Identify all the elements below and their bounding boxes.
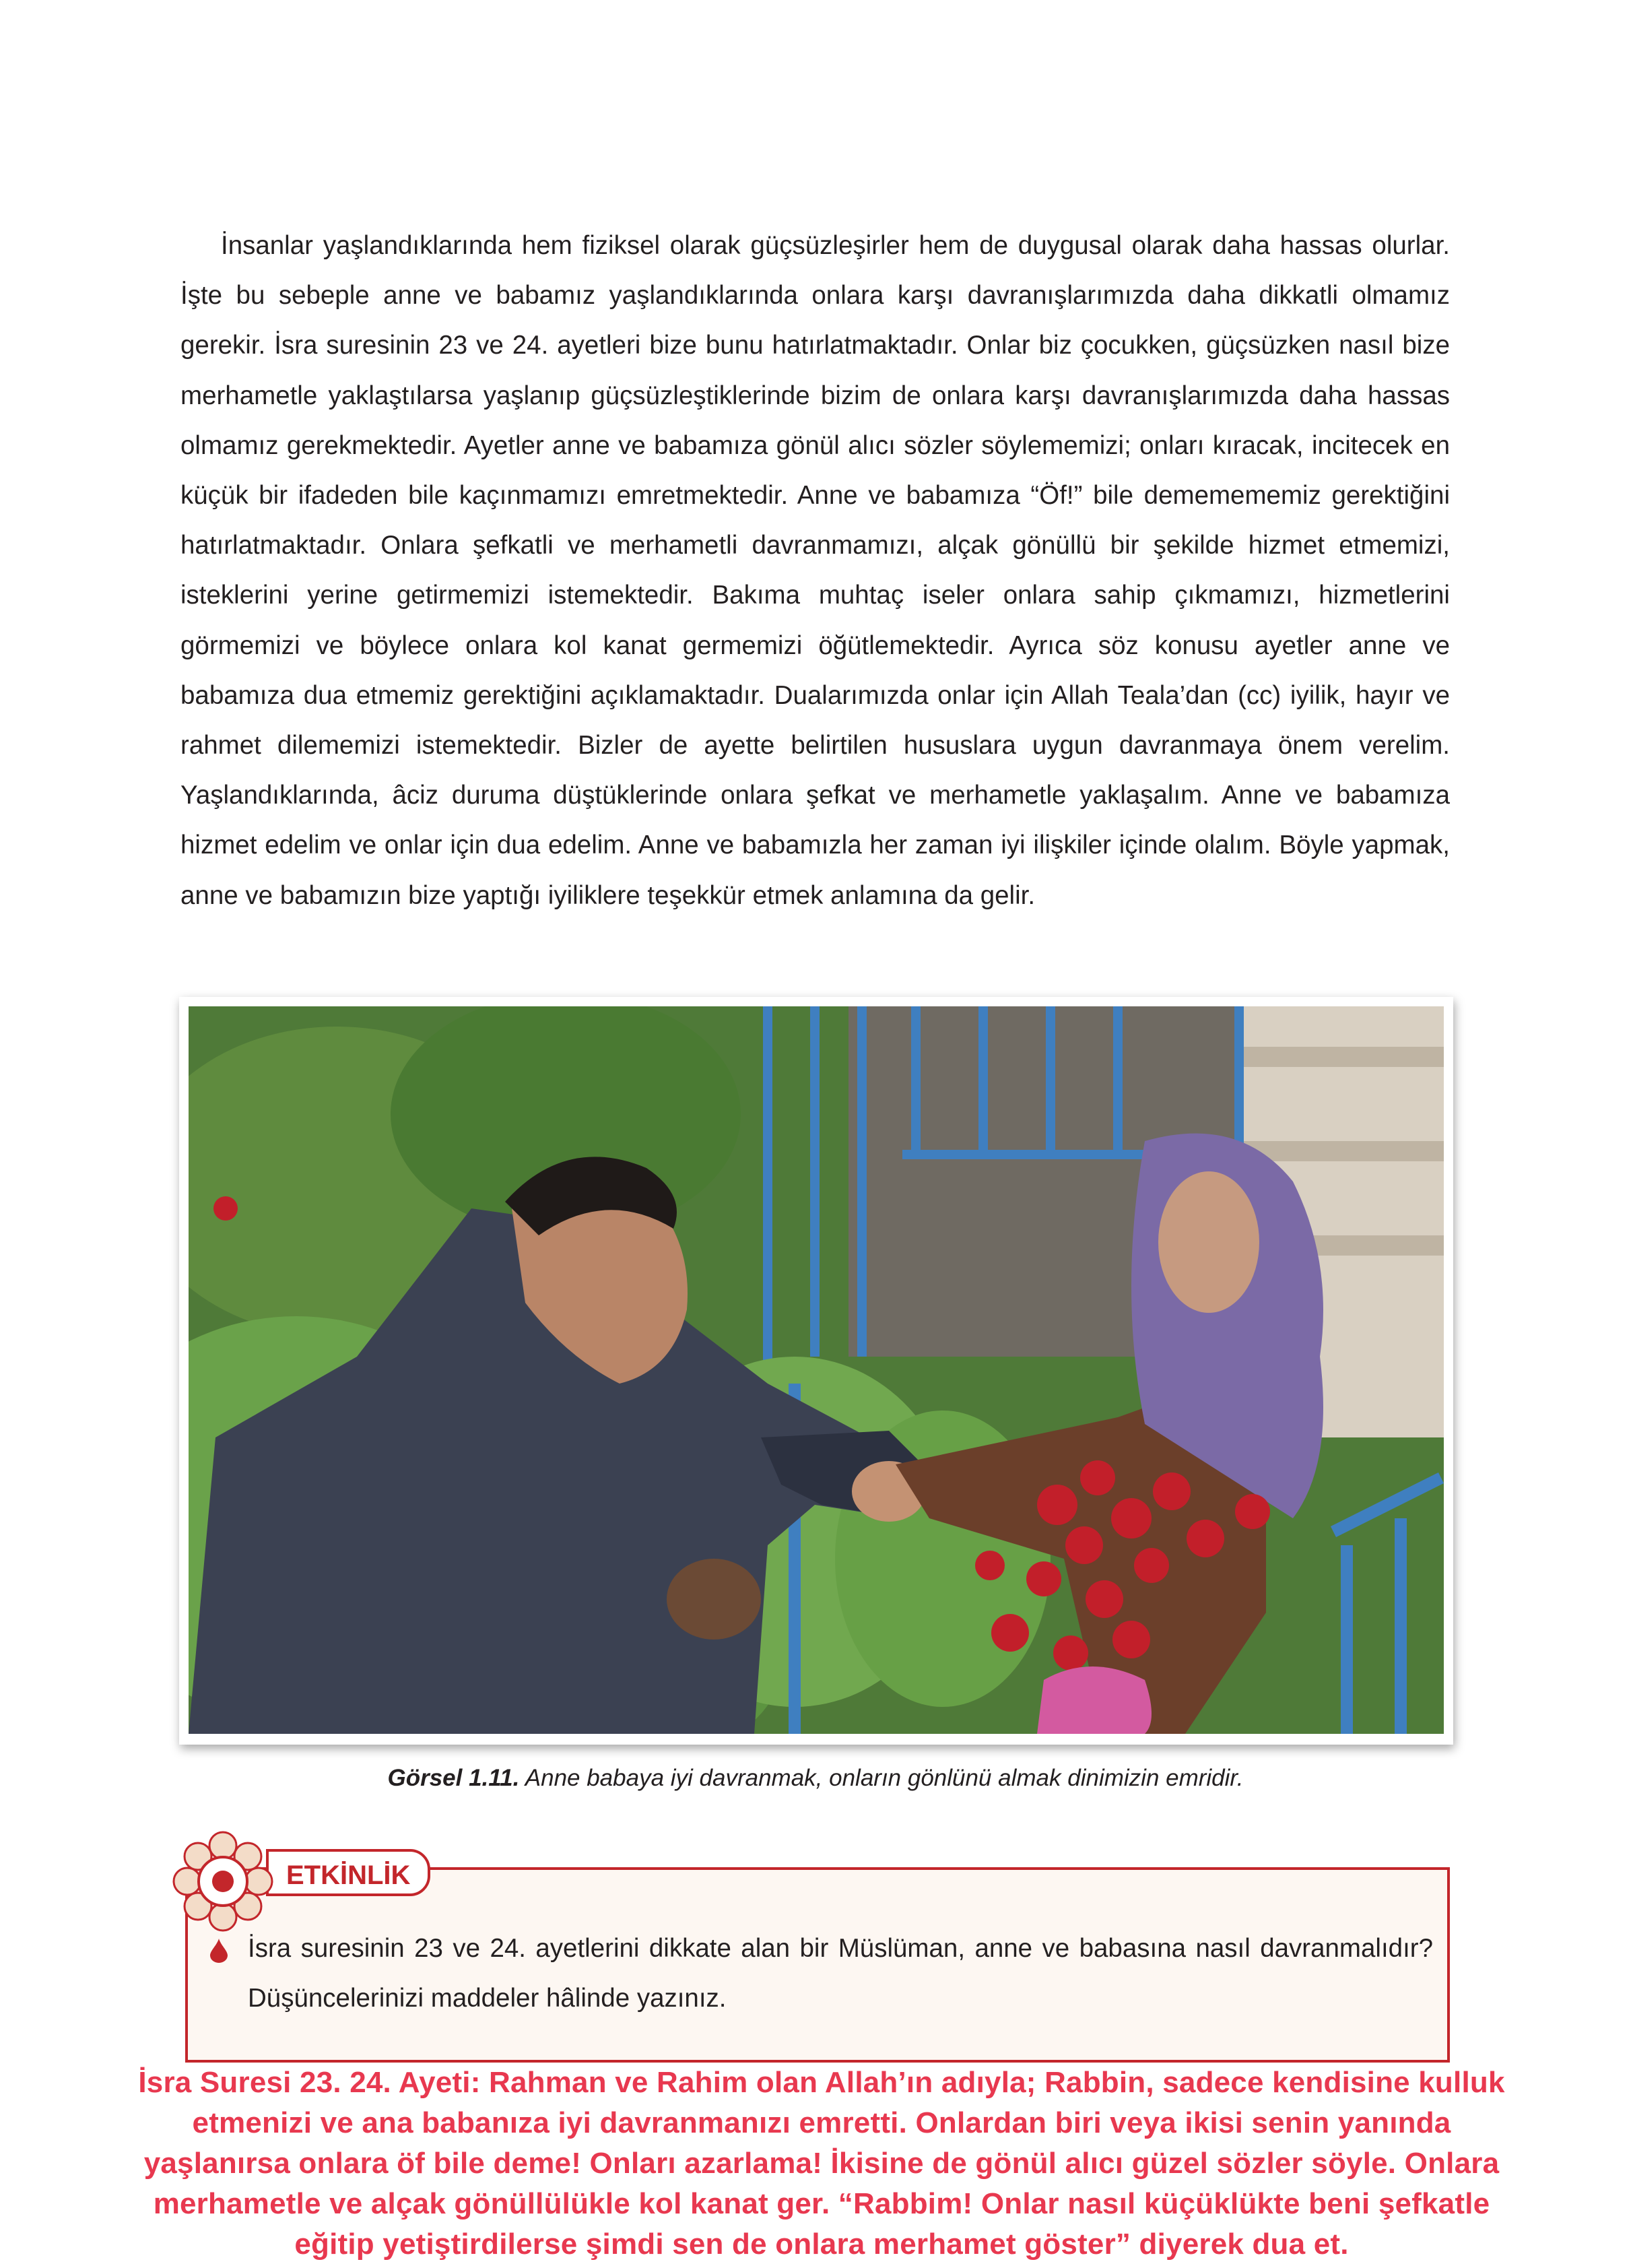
body-paragraph: İnsanlar yaşlandıklarında hem fiziksel olarak güçsüzleşirler hem de duygusal olarak daha hassas olurlar. İşte bu sebeple anne ve babamız yaşlandıklarında onlara karşı davranışlarımızda daha dikkatli olmamız gerekir. İsra suresinin 23 ve 24. ayetleri bize bunu hatırlatmaktadır. Onlar biz çocukken, güçsüzken nasıl bize merhametle yaklaştılarsa yaşlanıp güçsüzleştiklerinde bizim de onlara karşı davranışlarımızda daha hassas olmamız gerekmektedir. Ayetler anne ve babamıza gönül alıcı sözler söylememizi; onları kıracak, incitecek en küçük bir ifadeden bile kaçınmamızı emretmektedir. Anne ve babamıza “Öf!” bile dememememiz gerektiğini hatırlatmaktadır. Onlara şefkatli ve merhametli davranmamızı, alçak gönüllü bir şekilde hizmet etmemizi, isteklerini yerine getirmemizi istemektedir. Bakıma muhtaç iseler onlara sahip çıkmamızı, hizmetlerini görmemizi ve böylece onlara kol kanat germemizi öğütlemektedir. Ayrıca söz konusu ayetler anne ve babamıza dua etmemiz gerektiğini açıklamaktadır. Dualarımızda onlar için Allah Teala’dan (cc) iyilik, hayır ve rahmet dilememizi istemektedir. Bizler de ayette belirtilen hususlara uygun davranmaya önem verelim. Yaşlandıklarında, âciz duruma düştüklerinde onlara şefkat ve merhametle yaklaşalım. Anne ve babamıza hizmet edelim ve onlar için dua edelim. Anne ve babamızla her zaman iyi ilişkiler içinde olalım. Böyle yapmak, anne ve babamızın bize yaptığı iyiliklere teşekkür etmek anlamına da gelir. xyxy=(180,231,1450,910)
figure-photo xyxy=(189,1006,1444,1734)
figure-caption xyxy=(0,1765,1631,1792)
rosette-ornament-icon xyxy=(172,1831,273,1932)
figure-label: Görsel 1.11. xyxy=(387,1765,520,1791)
drop-bullet-icon xyxy=(210,1939,228,1963)
figure-photo-frame xyxy=(179,997,1453,1745)
activity-title: ETKİNLİK xyxy=(266,1849,430,1896)
activity-question: İsra suresinin 23 ve 24. ayetlerini dikkate alan bir Müslüman, anne ve babasına nasıl davranmalıdır? Düşüncelerinizi maddeler hâlinde yazınız. xyxy=(248,1934,1433,2013)
answer-text: İsra Suresi 23. 24. Ayeti: Rahman ve Rahim olan Allah’ın adıyla; Rabbin, sadece kendisine kulluk etmenizi ve ana babanıza iyi davranmanızı emretti. Onlardan biri veya ikisi senin yanında yaşlanırsa onlara öf bile deme! Onları azarlama! İkisine de gönül alıcı güzel sözler söyle. Onlara merhametle ve alçak gönüllülükle kol kanat ger. “Rabbim! Onlar nasıl küçüklükte beni şefkatle eğitip yetiştirdilerse şimdi sen de onlara merhamet göster” diyerek dua et. xyxy=(138,2066,1505,2261)
photo-illustration xyxy=(189,1006,1444,1734)
figure-caption-text: Anne babaya iyi davranmak, onların gönlünü almak dinimizin emridir. xyxy=(519,1765,1244,1791)
